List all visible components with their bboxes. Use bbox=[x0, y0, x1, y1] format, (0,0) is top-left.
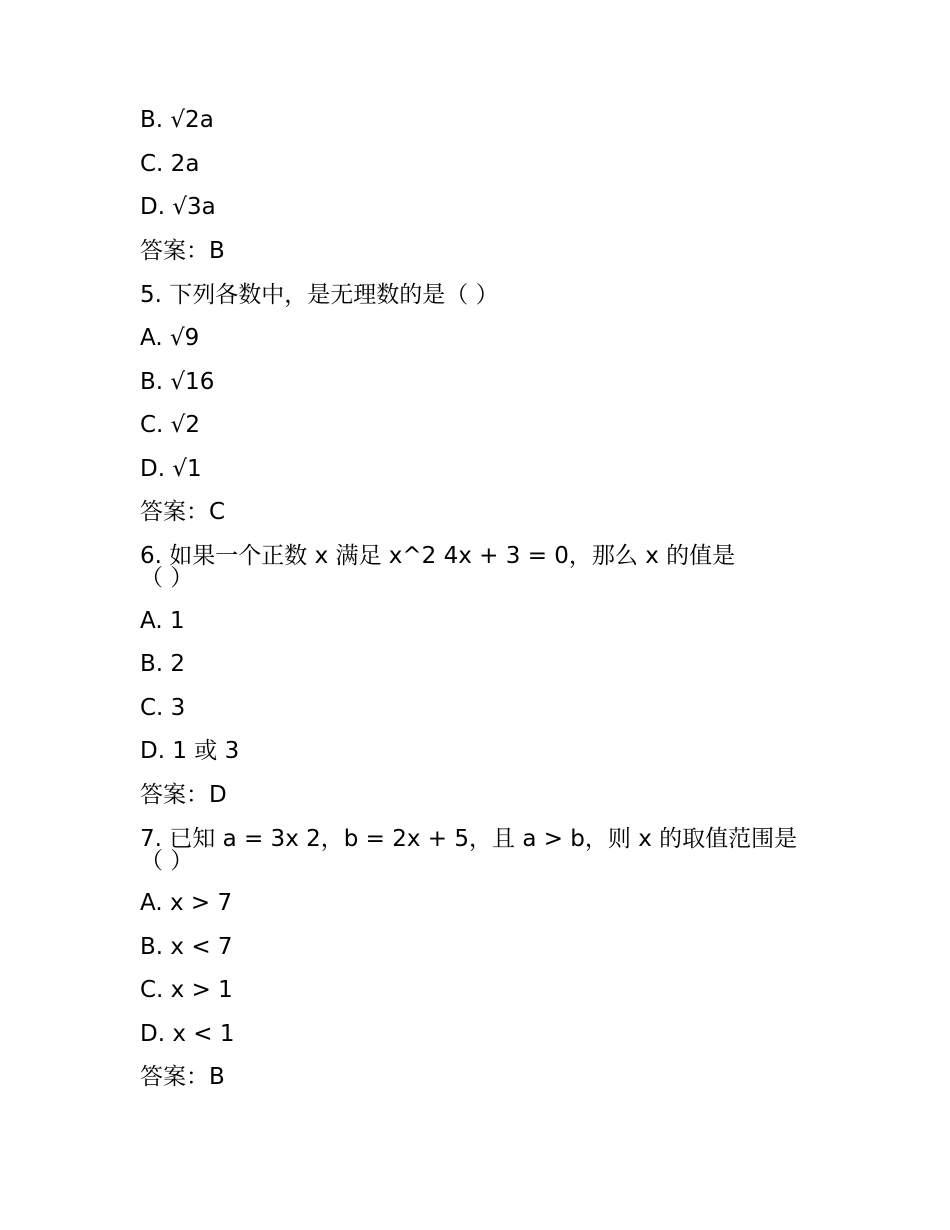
answer-q5: 答案：C bbox=[140, 499, 226, 525]
option-a-q7: A. x > 7 bbox=[140, 890, 233, 916]
option-d-q7: D. x < 1 bbox=[140, 1021, 235, 1047]
option-c-q5: C. √2 bbox=[140, 412, 200, 438]
option-d-q5: D. √1 bbox=[140, 456, 202, 482]
question-7: 7. 已知 a = 3x 2，b = 2x + 5，且 a > b，则 x 的取值范围是（ ） bbox=[140, 826, 798, 874]
option-b-q7: B. x < 7 bbox=[140, 934, 233, 960]
answer-q7: 答案：B bbox=[140, 1064, 225, 1090]
option-b-q4: B. √2a bbox=[140, 107, 214, 133]
option-b-q5: B. √16 bbox=[140, 369, 215, 395]
option-b-q6: B. 2 bbox=[140, 651, 186, 677]
option-d-q4: D. √3a bbox=[140, 194, 216, 220]
option-a-q6: A. 1 bbox=[140, 608, 185, 634]
option-a-q5: A. √9 bbox=[140, 325, 200, 351]
option-d-q6: D. 1 或 3 bbox=[140, 738, 240, 764]
answer-q6: 答案：D bbox=[140, 782, 227, 808]
question-5: 5. 下列各数中，是无理数的是（ ） bbox=[140, 282, 499, 308]
option-c-q7: C. x > 1 bbox=[140, 977, 233, 1003]
option-c-q6: C. 3 bbox=[140, 695, 186, 721]
answer-q4: 答案：B bbox=[140, 238, 225, 264]
question-6: 6. 如果一个正数 x 满足 x^2 4x + 3 = 0，那么 x 的值是（ ） bbox=[140, 543, 736, 591]
option-c-q4: C. 2a bbox=[140, 151, 200, 177]
